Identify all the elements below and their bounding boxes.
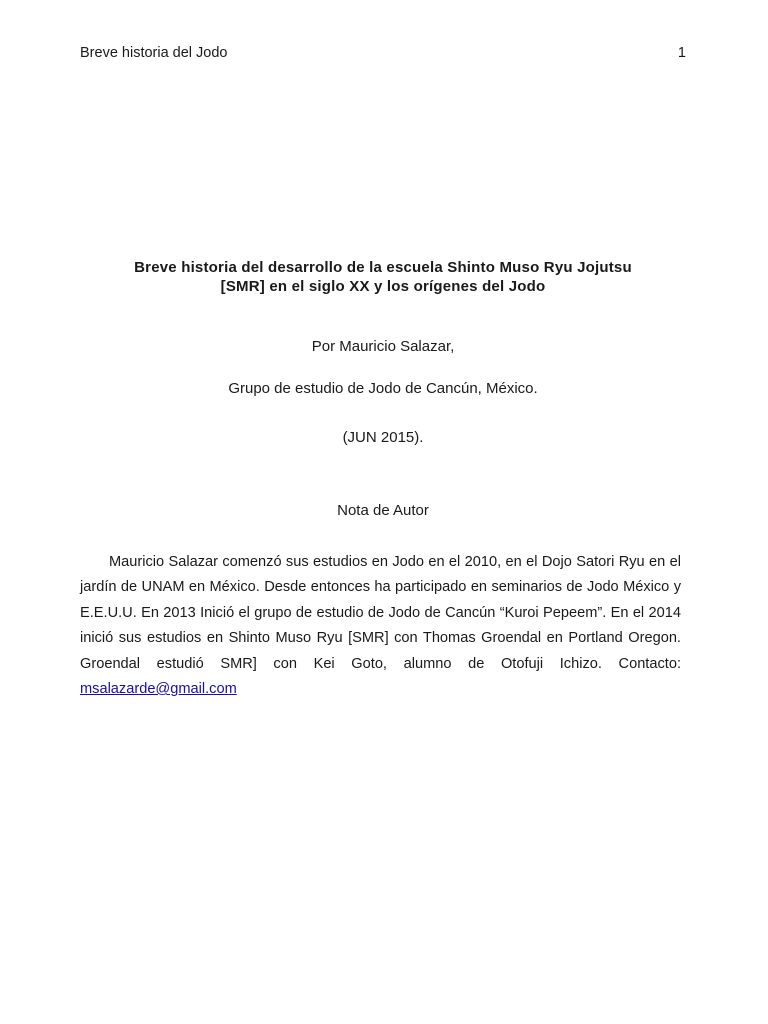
- author-note-text: Mauricio Salazar comenzó sus estudios en Jodo en el 2010, en el Dojo Satori Ryu en el jardín de UNAM en México. Desde entonces ha participado en seminarios de Jodo México y E.E.U.U. En 2013 Inició el grupo de estudio de Jodo de Cancún “Kuroi Pepeem”. En el 2014 inició sus estudios en Shinto Muso Ryu [SMR] con Thomas Groendal en Portland Oregon. Groendal estudió SMR] con Kei Goto, alumno de Otofuji Ichizo. Contacto:: [80, 554, 681, 672]
- page-number: 1: [677, 45, 686, 61]
- document-title: [80, 258, 686, 296]
- author-byline: Por Mauricio Salazar,: [311, 338, 455, 355]
- publication-date: (JUN 2015).: [342, 429, 424, 446]
- author-affiliation: Grupo de estudio de Jodo de Cancún, México.: [228, 380, 538, 397]
- document-title-line-2: [SMR] en el siglo XX y los orígenes del Jodo: [220, 278, 546, 295]
- running-header: [80, 43, 686, 63]
- document-title-line-1: Breve historia del desarrollo de la escuela Shinto Muso Ryu Jojutsu: [134, 259, 632, 276]
- author-note-paragraph: [80, 550, 681, 702]
- contact-email-link[interactable]: msalazarde@gmail.com: [80, 681, 237, 698]
- running-title: Breve historia del Jodo: [80, 45, 228, 61]
- author-note-heading: Nota de Autor: [337, 502, 429, 519]
